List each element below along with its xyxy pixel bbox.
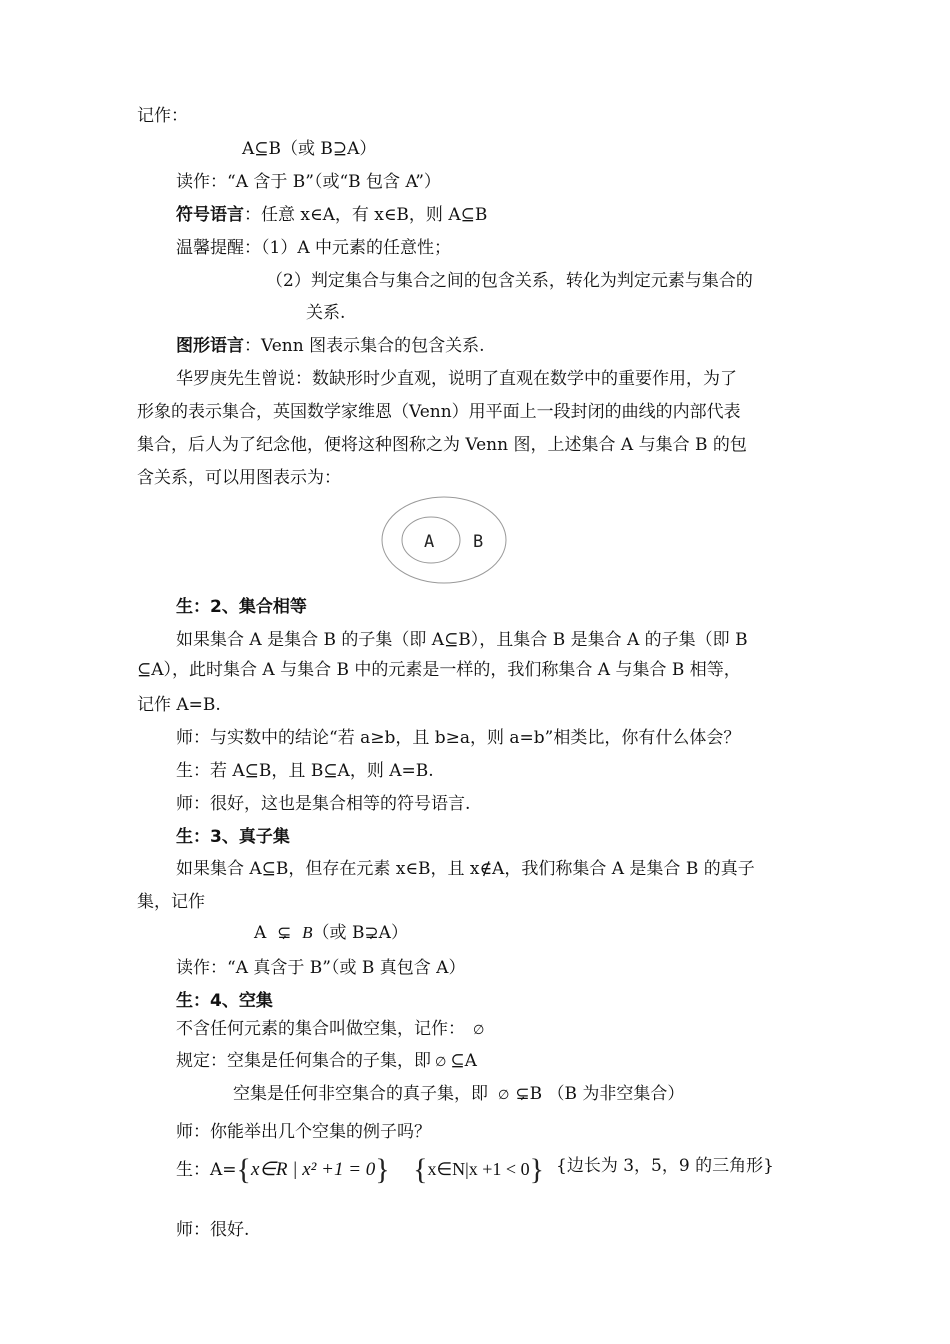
- student-answer-1: 生：若 A⊆B，且 B⊆A，则 A=B.: [176, 761, 434, 781]
- paragraph-hua-1: 华罗庚先生曾说：数缺形时少直观，说明了直观在数学中的重要作用，为了: [176, 369, 737, 389]
- example-set-3: {边长为 3，5，9 的三角形}: [556, 1156, 774, 1176]
- graphic-language-text: ：Venn 图表示集合的包含关系.: [244, 336, 485, 356]
- equality-para-3: 记作 A=B.: [137, 695, 221, 715]
- equality-para-1: 如果集合 A 是集合 B 的子集（即 A⊆B），且集合 B 是集合 A 的子集（即 B: [176, 630, 748, 650]
- proper-subset-read-as: 读作：“A 真含于 B”（或 B 真包含 A）: [176, 958, 466, 978]
- paragraph-hua-2: 形象的表示集合，英国数学家维恩（Venn）用平面上一段封闭的曲线的内部代表: [137, 402, 741, 422]
- label-symbolic-language: 符号语言: [176, 205, 244, 225]
- line-read-as: 读作：“A 含于 B”（或“B 包含 A”）: [176, 172, 441, 192]
- empty-set-rule-1: 规定：空集是任何集合的子集，即 ∅ ⊆A: [176, 1051, 477, 1071]
- teacher-question-1: 师：与实数中的结论“若 a≥b，且 b≥a，则 a=b”相类比，你有什么体会？: [176, 728, 741, 748]
- reminder-2: （2）判定集合与集合之间的包含关系，转化为判定元素与集合的: [266, 271, 753, 291]
- proper-subset-para-1: 如果集合 A⊆B，但存在元素 x∈B，且 x∉A，我们称集合 A 是集合 B 的真子: [176, 859, 755, 879]
- section-proper-subset: 生：3、真子集: [176, 827, 290, 847]
- empty-set-symbol: ∅: [435, 1055, 447, 1070]
- line-denote: 记作：: [137, 106, 188, 126]
- teacher-question-2: 师：你能举出几个空集的例子吗？: [176, 1122, 431, 1142]
- empty-set-definition: 不含任何元素的集合叫做空集，记作： ∅: [176, 1019, 485, 1039]
- example-set-1: x∈R | x² +1 = 0: [250, 1159, 376, 1180]
- paragraph-hua-4: 含关系，可以用图表示为：: [137, 468, 341, 488]
- equality-para-2: ⊆A），此时集合 A 与集合 B 中的元素是一样的，我们称集合 A 与集合 B 相等，: [137, 660, 741, 680]
- empty-set-rule-2: 空集是任何非空集合的真子集，即 ∅ ⊊B （B 为非空集合）: [233, 1084, 685, 1104]
- venn-label-b: B: [473, 532, 484, 552]
- subset-notation: A⊆B（或 B⊇A）: [242, 139, 377, 159]
- empty-set-symbol: ∅: [498, 1088, 510, 1103]
- teacher-reply-1: 师：很好，这也是集合相等的符号语言.: [176, 794, 471, 814]
- section-set-equality: 生：2、集合相等: [176, 597, 307, 617]
- section-empty-set: 生：4、空集: [176, 991, 273, 1011]
- symbolic-language-line: [176, 204, 487, 226]
- symbolic-language-text: ：任意 x∈A，有 x∈B，则 A⊆B: [244, 205, 488, 225]
- reminder-1: 温馨提醒：（1）A 中元素的任意性；: [176, 238, 451, 258]
- venn-diagram: [378, 495, 512, 587]
- empty-set-symbol: ∅: [473, 1023, 485, 1038]
- student-examples: 生：A={x∈R | x² +1 = 0} {x∈N|x +1 < 0}: [176, 1153, 544, 1186]
- paragraph-hua-3: 集合，后人为了纪念他，便将这种图称之为 Venn 图，上述集合 A 与集合 B 的包: [137, 435, 747, 455]
- label-graphic-language: 图形语言: [176, 336, 244, 356]
- example-set-2: x∈N|x +1 < 0: [427, 1159, 530, 1179]
- venn-label-a: A: [424, 532, 435, 552]
- proper-subset-symbol: ⊊: [277, 923, 292, 943]
- proper-subset-notation: A ⊊ B（或 B⊋A）: [254, 923, 408, 943]
- venn-outer-ellipse: [382, 497, 506, 583]
- teacher-closing: 师：很好.: [176, 1220, 250, 1240]
- proper-subset-para-2: 集，记作: [137, 892, 205, 912]
- graphic-language-line: [176, 335, 484, 357]
- reminder-2-cont: 关系.: [306, 303, 346, 323]
